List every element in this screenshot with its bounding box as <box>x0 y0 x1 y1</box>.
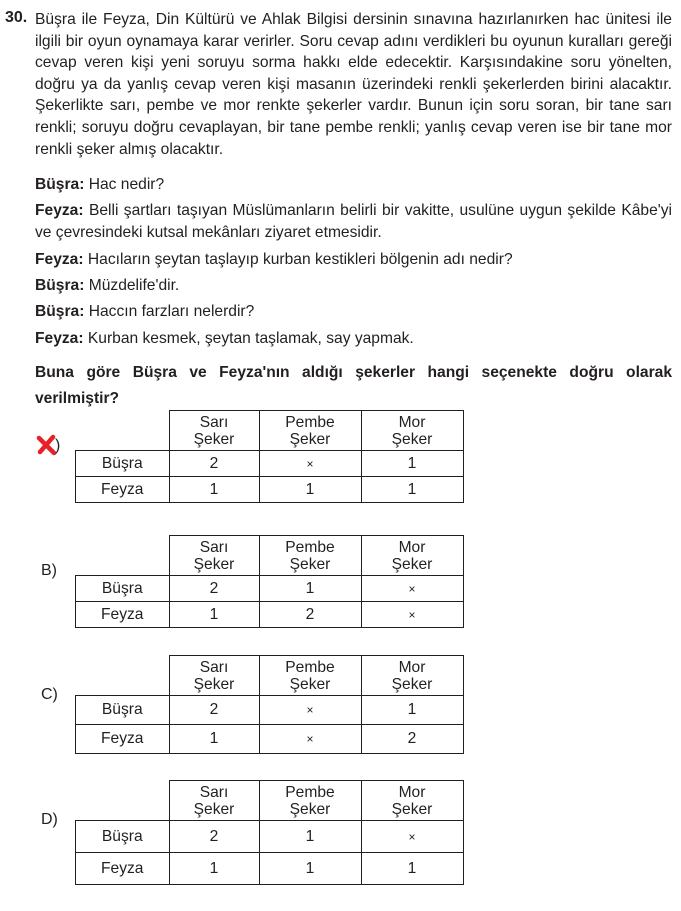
speaker: Büşra: <box>35 277 85 294</box>
cell: × <box>259 725 361 754</box>
header-sari: Sarı Şeker <box>169 656 259 696</box>
cell: 1 <box>361 477 463 503</box>
table-row <box>76 477 464 503</box>
option-table <box>75 535 464 628</box>
speaker: Feyza: <box>35 251 84 268</box>
header-pembe: Pembe Şeker <box>259 536 361 576</box>
header-sari: Sarı Şeker <box>169 781 259 821</box>
cell: 2 <box>169 696 259 725</box>
cell: 2 <box>169 576 259 602</box>
header-mor: Mor Şeker <box>361 536 463 576</box>
header-mor: Mor Şeker <box>361 411 463 451</box>
cell: 1 <box>259 821 361 853</box>
header-pembe: Pembe Şeker <box>259 781 361 821</box>
cell: 1 <box>169 602 259 628</box>
table-row <box>76 602 464 628</box>
option-table <box>75 780 464 885</box>
dialogue-line <box>35 328 675 350</box>
dialogue-line <box>35 174 675 196</box>
row-name: Büşra <box>76 821 170 853</box>
question-prompt: Buna göre Büşra ve Feyza'nın aldığı şekerler hangi seçenekte doğru olarak verilmiştir? <box>35 364 672 407</box>
row-name: Büşra <box>76 451 170 477</box>
row-name: Feyza <box>76 725 170 754</box>
line-text: Haccın farzları nelerdir? <box>84 303 255 320</box>
cell: 2 <box>169 821 259 853</box>
cell: 1 <box>259 477 361 503</box>
header-sari: Sarı Şeker <box>169 411 259 451</box>
row-name: Feyza <box>76 477 170 503</box>
row-name: Feyza <box>76 853 170 885</box>
option-a[interactable] <box>75 410 464 503</box>
table-row <box>76 725 464 754</box>
cell: × <box>361 821 463 853</box>
table-row <box>76 451 464 477</box>
line-text: Hacıların şeytan taşlayıp kurban kestikleri bölgenin adı nedir? <box>83 251 513 268</box>
header-mor: Mor Şeker <box>361 781 463 821</box>
speaker: Büşra: <box>35 303 85 320</box>
cell: 2 <box>169 451 259 477</box>
option-table <box>75 655 464 754</box>
header-mor: Mor Şeker <box>361 656 463 696</box>
speaker: Büşra: <box>35 176 85 193</box>
cell: × <box>361 576 463 602</box>
cell: × <box>361 602 463 628</box>
dialogue-line <box>35 301 675 323</box>
option-c[interactable] <box>75 655 464 754</box>
table-row <box>76 853 464 885</box>
cell: × <box>259 696 361 725</box>
header-pembe: Pembe Şeker <box>259 656 361 696</box>
question-number: 30. <box>5 9 28 26</box>
option-d-label[interactable]: D) <box>41 811 58 828</box>
cell: 2 <box>361 725 463 754</box>
cell: 1 <box>259 576 361 602</box>
dialogue-line <box>35 275 675 297</box>
dialogue-line <box>35 200 672 243</box>
line-text: Kurban kesmek, şeytan taşlamak, say yapmak. <box>83 330 414 347</box>
option-b-label[interactable]: B) <box>41 562 57 579</box>
cell: 1 <box>361 853 463 885</box>
cell: × <box>259 451 361 477</box>
cell: 1 <box>259 853 361 885</box>
option-a-label[interactable]: ) <box>55 437 61 454</box>
table-row <box>76 696 464 725</box>
line-text: Müzdelife'dir. <box>84 277 180 294</box>
row-name: Büşra <box>76 696 170 725</box>
speaker: Feyza: <box>35 330 84 347</box>
header-sari: Sarı Şeker <box>169 536 259 576</box>
table-row <box>76 821 464 853</box>
question-intro: Büşra ile Feyza, Din Kültürü ve Ahlak Bilgisi dersinin sınavına hazırlanırken hac ünitesi ile ilgili bir oyun oynamaya karar verirler. Soru cevap adını verdikleri bu oyunun kuralları gereği cevap veren kişi yeni soruyu sorma hakkı elde edecektir. Karşısındakine soru yönelten, doğru ya da yanlış cevap veren kişi masanın üzerindeki renkli şekerlerden birini alacaktır. Şekerlikte sarı, pembe ve mor renkte şekerler vardır. Bunun için soru soran, bir tane sarı renkli; soruyu doğru cevaplayan, bir tane pembe renkli; yanlış cevap veren ise bir tane mor renkli şeker almış olacaktır. <box>35 11 672 158</box>
cell: 1 <box>361 451 463 477</box>
speaker: Feyza: <box>35 202 84 219</box>
table-row <box>76 576 464 602</box>
row-name: Büşra <box>76 576 170 602</box>
cell: 1 <box>361 696 463 725</box>
option-d[interactable] <box>75 780 464 885</box>
line-text: Hac nedir? <box>84 176 165 193</box>
line-text: Belli şartları taşıyan Müslümanların belirli bir vakitte, usulüne uygun şekilde Kâbe'yi ve çevresindeki kutsal mekânları ziyaret etmesidir. <box>35 202 672 241</box>
cell: 1 <box>169 725 259 754</box>
cell: 1 <box>169 853 259 885</box>
row-name: Feyza <box>76 602 170 628</box>
dialogue-line <box>35 249 675 271</box>
option-b[interactable] <box>75 535 464 628</box>
cell: 1 <box>169 477 259 503</box>
option-c-label[interactable]: C) <box>41 686 58 703</box>
header-pembe: Pembe Şeker <box>259 411 361 451</box>
option-table <box>75 410 464 503</box>
cell: 2 <box>259 602 361 628</box>
